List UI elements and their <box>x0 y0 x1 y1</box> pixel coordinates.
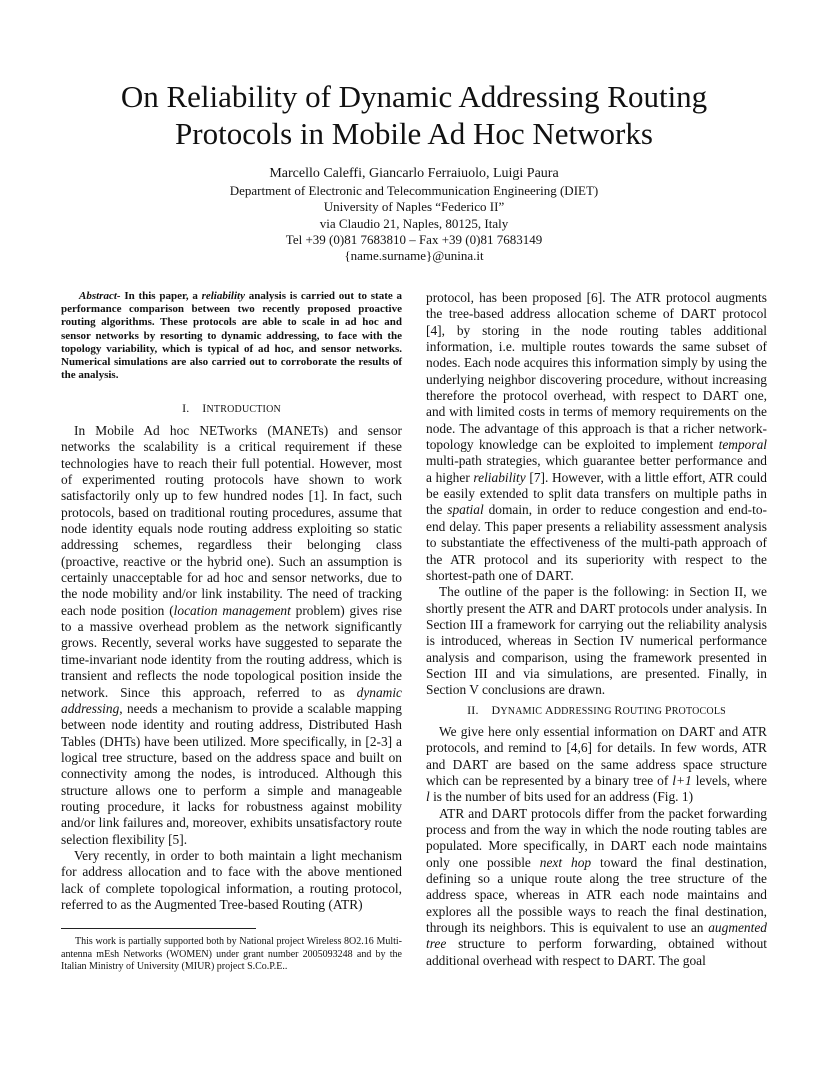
author-block <box>120 165 708 264</box>
section-heading-dynamic-addressing: II. DYNAMIC ADDRESSING ROUTING PROTOCOLS <box>467 703 726 717</box>
abstract: Abstract- In this paper, a reliability analysis is carried out to state a performance comparison between two recently proposed proactive routing algorithms. These protocols are able to scale in ad hoc and sensor networks by resorting to dynamic addressing, to face with the topology variability, which is typical of ad hoc, and sensor networks. Numerical simulations are also carried out to corroborate the results of the analysis. <box>61 290 402 382</box>
paragraph: protocol, has been proposed [6]. The ATR protocol augments the tree-based address allocation scheme of DART protocol [4], by storing in the node routing tables additional information, i.e. multiple routes towards the same subset of nodes. Each node acquires this information simply by using the underlying neighbor discovering procedure, without increasing therefore the protocol overhead, with respect to DART one, and with limited costs in terms of memory requirements on the node. The advantage of this approach is that a richer network-topology knowledge can be exploited to implement temporal multi-path strategies, which guarantee better performance and a higher reliability [7]. However, with a little effort, ATR could be easily extended to split data transfers on multiple paths in the spatial domain, in order to reduce congestion and end-to-end delay. This paper presents a reliability assessment analysis to substantiate the effectiveness of the multi-path approach of the ATR protocol and its superiority with respect to the shortest-path one of DART. <box>426 290 767 583</box>
contact-email: {name.surname}@unina.it <box>344 248 484 264</box>
affiliation-line: Tel +39 (0)81 7683810 – Fax +39 (0)81 7683149 <box>285 231 543 247</box>
title-line: On Reliability of Dynamic Addressing Routing <box>120 79 708 114</box>
affiliation-line: via Claudio 21, Naples, 80125, Italy <box>319 215 509 231</box>
introduction-body <box>61 423 402 913</box>
paragraph: Very recently, in order to both maintain a light mechanism for address allocation and to face with the above mentioned lack of complete topological information, a routing protocol, referred to as the Augmented Tree-based Routing (ATR) <box>61 847 402 912</box>
authors: Marcello Caleffi, Giancarlo Ferraiuolo, Luigi Paura <box>269 166 559 181</box>
paragraph: We give here only essential information on DART and ATR protocols, and remind to [4,6] for details. In few words, ATR and DART are based on the same address space structure which can be represented by a binary tree of l+1 levels, where l is the number of bits used for an address (Fig. 1) <box>426 724 767 805</box>
section-heading-introduction: I. INTRODUCTION <box>182 401 281 415</box>
affiliation-line: University of Naples “Federico II” <box>323 199 505 215</box>
paragraph: ATR and DART protocols differ from the packet forwarding process and from the way in which the node routing tables are populated. More specifically, in DART each node maintains only one possible next hop toward the final destination, defining so a unique route along the tree structure of the address space, whereas in ATR each node maintains and explores all the possible ways to reach the final destination, through its neighbors. This is equivalent to use an augmented tree structure to perform forwarding, obtained without additional overhead with respect to DART. The goal <box>426 805 767 968</box>
left-column <box>61 290 402 382</box>
paragraph: In Mobile Ad hoc NETworks (MANETs) and sensor networks the scalability is a critical requirement if these technologies have to reach their full potential. However, most of experimented routing protocols have shown to work satisfactorily only up to few hundred nodes [1]. In fact, such protocols, based on traditional routing procedures, assume that node identity equals node routing address exploiting so static addressing schemes, regardless their belonging class (proactive, reactive or the hybrid one). Such an assumption is certainly unacceptable for ad hoc and sensor networks, due to the node mobility and/or link instability. The need of tracking each node position (location management problem) gives rise to a massive overhead problem as the network significantly grows. Recently, several works have suggested to separate the time-invariant node identity from the routing address, which is transient and reflects the node topological position inside the network. Since this approach, referred to as dynamic addressing, needs a mechanism to provide a scalable mapping between node identity and routing address, Distributed Hash Tables (DHTs) have been utilized. More specifically, in [2-3] a logical tree structure, based on the address space and built on connectivity among the nodes, is introduced. Although this structure allows one to perform a simple and manageable routing procedure, it lacks for robustness against mobility and/or link failures and, moreover, exhibits unsatisfactory route selection flexibility [5]. <box>61 423 402 847</box>
affiliation-line: Department of Electronic and Telecommunication Engineering (DIET) <box>229 183 599 198</box>
paragraph: The outline of the paper is the following: in Section II, we shortly present the ATR and DART protocols under analysis. In Section III a framework for carrying out the reliability analysis is introduced, whereas in Section IV numerical performance analysis and comparison, using the framework presented in Section III and via simulations, are presented. Finally, in Section V conclusions are drawn. <box>426 584 767 698</box>
title-line: Protocols in Mobile Ad Hoc Networks <box>175 116 653 151</box>
right-column <box>426 290 767 699</box>
paper-title <box>60 78 768 152</box>
section2-body <box>426 724 767 969</box>
footnote-divider <box>61 928 256 929</box>
abstract-label: Abstract- <box>79 290 121 302</box>
footnote: This work is partially supported both by National project Wireless 8O2.16 Multi-antenna mEsh Networks (WOMEN) under grant number 2005093248 and by the Italian Ministry of University (MIUR) project S.Co.P.E.. <box>61 936 402 972</box>
